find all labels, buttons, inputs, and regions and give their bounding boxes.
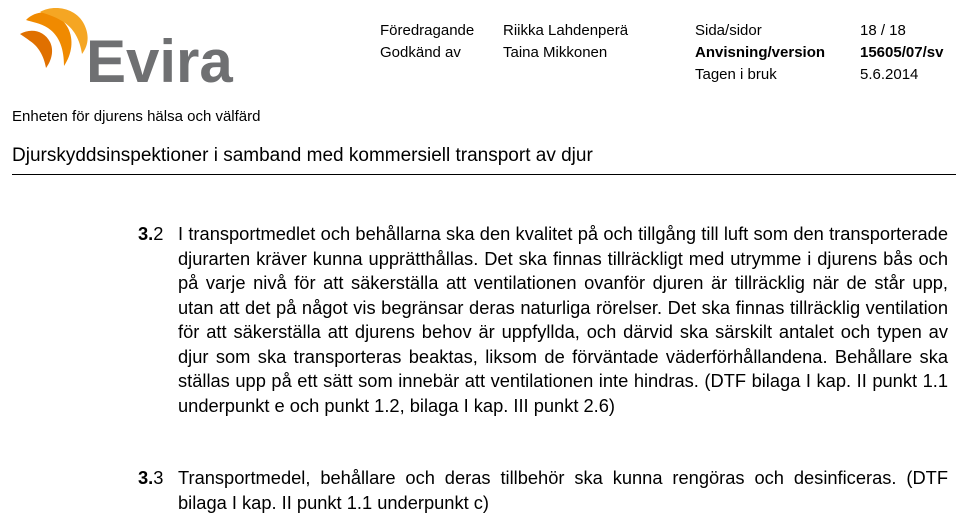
meta-value-presenter: Riikka Lahdenperä [503, 22, 629, 39]
header-divider [12, 174, 956, 175]
document-title: Djurskyddsinspektioner i samband med kommersiell transport av djur [12, 145, 593, 166]
unit-name: Enheten för djurens hälsa och välfärd [12, 108, 261, 125]
meta-value-pages: 18 / 18 [860, 22, 906, 39]
meta-value-effective: 5.6.2014 [860, 66, 919, 83]
meta-label-effective: Tagen i bruk [695, 66, 777, 83]
meta-value-version: 15605/07/sv [860, 44, 944, 61]
section-3-3 [138, 466, 948, 515]
logo-wordmark: Evira [86, 28, 233, 88]
evira-logo [18, 6, 280, 88]
meta-label-pages: Sida/sidor [695, 22, 762, 39]
meta-label-version: Anvisning/version [695, 44, 826, 61]
section-3-2 [138, 222, 948, 418]
evira-logo-mark [18, 6, 280, 88]
section-number: 3.2 [138, 223, 164, 244]
section-text: Transportmedel, behållare och deras tillbehör ska kunna rengöras och desinficeras. (DTF bilaga I kap. II punkt 1.1 underpunkt c) [178, 467, 948, 513]
meta-label-approved: Godkänd av [380, 44, 461, 61]
meta-value-approved: Taina Mikkonen [503, 44, 608, 61]
section-number: 3.3 [138, 467, 164, 488]
section-text: I transportmedlet och behållarna ska den kvalitet på och tillgång till luft som den transporterade djurarten kräver kunna upprätthållas. Det ska finnas tillräckligt med utrymme i djurens bås och på varje nivå för att säkerställa att ventilationen ovanför djuren är tillräcklig när de står upp, utan att det på något vis begränsar deras naturliga rörelser. Det ska finnas tillräcklig ventilation för att säkerställa att djurens behov är uppfyllda, och därvid ska särskilt antalet och typen av djur som ska transporteras beaktas, liksom de förväntade väderförhållandena. Behållare ska ställas upp på ett sätt som innebär att ventilationen inte hindras. (DTF bilaga I kap. II punkt 1.1 underpunkt e och punkt 1.2, bilaga I kap. III punkt 2.6) [178, 223, 948, 416]
meta-label-presenter: Föredragande [380, 22, 475, 39]
